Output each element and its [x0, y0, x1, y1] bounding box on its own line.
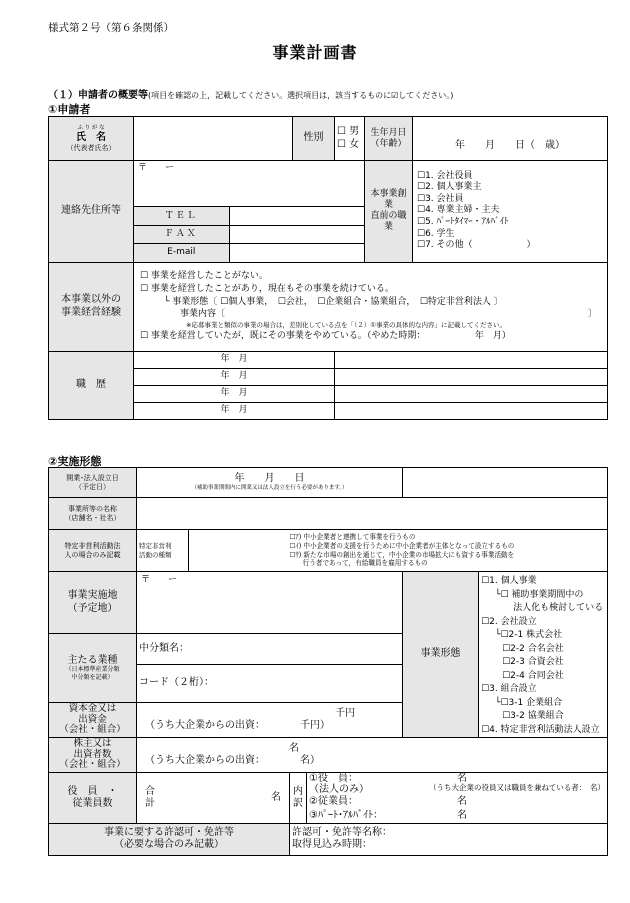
capital-label	[49, 703, 137, 738]
prev-job-option-5[interactable]: ☐5. ﾊﾟｰﾄﾀｲﾏｰ・ｱﾙﾊﾞｲﾄ	[417, 217, 509, 227]
gender-male-checkbox[interactable]: ☐ 男	[337, 126, 360, 138]
name-label-cell	[49, 117, 134, 161]
name-field[interactable]	[134, 117, 293, 161]
industry-label	[49, 634, 137, 703]
prev-job-label	[365, 161, 413, 263]
open-date-blank[interactable]	[403, 468, 608, 498]
career-label: 職 歴	[49, 351, 134, 419]
npo-option-a[interactable]: ☐ｱ) 中小企業者と連携して事業を行うもの	[289, 533, 416, 542]
gender-options	[335, 117, 365, 161]
shareholder-label-1: 株主又は	[73, 738, 112, 750]
birth-label: 生年月日	[370, 127, 407, 138]
npo-option-i[interactable]: ☐ｲ) 中小企業者の支援を行うために中小企業者が主体となって設立するもの	[289, 541, 515, 550]
contact-block	[134, 161, 365, 263]
shareholder-field[interactable]	[137, 738, 608, 773]
permit-field[interactable]	[290, 823, 608, 855]
location-label	[49, 572, 137, 634]
business-form-options	[479, 572, 608, 738]
exp-option-none[interactable]: ☐ 事業を経営したことがない。	[140, 270, 268, 281]
prev-job-option-7[interactable]: ☐7. その他（ ）	[417, 240, 536, 251]
other-biz-label-1: 本事業以外の	[61, 294, 121, 306]
open-date-note: （補助事業期間内に開業又は法人設立を行う必要があります。）	[191, 485, 348, 492]
form-option-npo[interactable]: ☐4. 特定非営利活動法人設立	[481, 724, 600, 735]
capital-label-3: （会社・組合）	[59, 724, 126, 736]
exp-business-form[interactable]: └ 事業形態〔 ☐個人事業， ☐会社， ☐企業組合・協業組合， ☐特定非営利法人 〕	[164, 296, 503, 307]
permit-label	[49, 823, 290, 855]
industry-label-1: 主たる業種	[67, 655, 118, 666]
staff-total-label-1: 合	[145, 785, 155, 797]
staff-officer-unit: 名	[457, 773, 467, 784]
exp-content-label[interactable]: 事業内容〔	[180, 309, 226, 320]
birth-sub-label: （年齢）	[370, 138, 407, 149]
prev-job-option-2[interactable]: ☐2. 個人事業主	[417, 182, 482, 193]
industry-mid-field[interactable]: 中分類名：	[137, 634, 403, 665]
exp-content-end: 〕	[587, 309, 597, 320]
tel-field[interactable]	[229, 207, 364, 226]
fax-field[interactable]	[229, 226, 364, 244]
prev-job-label-1: 本事業創業	[370, 189, 407, 211]
fax-label: ＦＡＸ	[134, 226, 229, 244]
contact-sub-table	[134, 206, 364, 262]
career-text-1[interactable]	[335, 351, 608, 368]
exp-option-closed[interactable]: ☐ 事業を経営していたが，既にその事業をやめている。（やめた時期： 年 月）	[140, 331, 511, 342]
industry-label-2: （日本標準産業分類	[65, 666, 120, 673]
gender-female-checkbox[interactable]: ☐ 女	[337, 138, 360, 150]
capital-label-1: 資本金又は	[68, 703, 117, 715]
shareholder-value: 名	[289, 742, 299, 754]
section1-heading-note: (項目を確認の上，記載してください。選択項目は，該当するものに☑してください。)	[148, 91, 454, 100]
form-option-kigyo-kumiai[interactable]: └☐3-1 企業組合	[495, 697, 563, 708]
office-name-label-2: （店舗名・社名）	[64, 513, 121, 522]
staff-total-label-2: 計	[145, 797, 155, 809]
npo-label-2: 人の場合のみ記載	[64, 550, 121, 559]
open-date-label	[49, 468, 137, 498]
staff-officer-sub: （法人のみ）	[309, 784, 369, 795]
staff-breakdown-label	[290, 773, 307, 824]
form-option-kabushiki[interactable]: └☐2-1 株式会社	[495, 630, 563, 640]
capital-label-2: 出資金	[78, 713, 107, 725]
npo-type-label-1: 特定非営利	[139, 542, 172, 551]
name-label: 氏 名	[76, 131, 106, 143]
career-text-3[interactable]	[335, 385, 608, 402]
npo-type-label-2: 活動の種類	[139, 550, 172, 559]
birth-label-cell	[365, 117, 413, 161]
location-label-1: 事業実施地	[67, 590, 118, 602]
capital-big-corp: （うち大企業からの出資： 千円）	[145, 720, 330, 731]
prev-job-label-2: 直前の職業	[370, 211, 407, 233]
exp-content-row	[140, 308, 605, 321]
furigana-label: ふ り が な	[77, 124, 105, 131]
staff-officer-field[interactable]	[307, 773, 608, 796]
prev-job-option-1[interactable]: ☐1. 会社役員	[417, 170, 473, 181]
industry-label-3: 中分類を記載）	[71, 673, 114, 681]
business-form-label: 事業形態	[403, 572, 479, 738]
office-name-label-1: 事業所等の名称	[68, 504, 117, 513]
form-option-company[interactable]: ☐2. 会社設立	[481, 616, 537, 627]
form-number: 様式第２号（第６条関係）	[48, 22, 174, 34]
location-field[interactable]: 〒 ー	[137, 572, 403, 634]
capital-field[interactable]	[137, 703, 403, 738]
section1-heading: （１）申請者の概要等	[48, 90, 148, 101]
shareholder-big-corp: （うち大企業からの出資： 名）	[145, 755, 320, 766]
career-date-1[interactable]: 年 月	[134, 351, 335, 368]
staff-part-field[interactable]	[307, 809, 608, 823]
tel-label: ＴＥＬ	[134, 207, 229, 226]
career-text-4[interactable]	[335, 402, 608, 419]
career-text-2[interactable]	[335, 368, 608, 385]
career-date-3[interactable]: 年 月	[134, 385, 335, 402]
prev-job-option-4[interactable]: ☐4. 専業主婦・主夫	[417, 205, 500, 216]
form-option-godo[interactable]: ☐2-4 合同会社	[502, 670, 564, 681]
other-biz-block	[134, 262, 608, 351]
staff-employee-unit: 名	[457, 796, 467, 807]
open-date-label-1: 開業･法人設立日	[66, 473, 119, 482]
name-sub-label: （代表者氏名）	[66, 143, 116, 152]
other-biz-label-2: 事業経営経験	[61, 306, 121, 318]
staff-breakdown-label-1: 内	[293, 785, 303, 797]
open-date-value: 年 月 日	[234, 472, 305, 484]
staff-part-unit: 名	[457, 810, 467, 821]
career-date-4[interactable]: 年 月	[134, 402, 335, 419]
staff-label-1: 役 員 ・	[67, 785, 118, 797]
section1-heading-row	[48, 86, 453, 101]
staff-total-label	[137, 773, 189, 824]
form-option-kyogyo-kumiai[interactable]: ☐3-2 協業組合	[502, 711, 564, 721]
page-title: 事業計画書	[272, 43, 358, 62]
applicant-table	[48, 116, 608, 420]
prev-job-option-3[interactable]: ☐3. 会社員	[417, 193, 464, 204]
form-option-incorp-plan[interactable]: └☐ 補助事業期間中の	[495, 589, 584, 600]
exp-note: ※応募事業と類似の事業の場合は，差別化している点を「（２）①事業の具体的な内容」に記載してください。	[186, 321, 507, 330]
staff-label-2: 従業員数	[72, 797, 113, 809]
form-option-gomei[interactable]: ☐2-2 合名会社	[502, 643, 564, 654]
form-option-incorp-plan-cont: 法人化も検討している	[513, 603, 604, 613]
other-biz-label	[49, 262, 134, 351]
npo-label-1: 特定非営利活動法	[64, 541, 121, 550]
open-date-label-2: （予定日）	[75, 482, 110, 491]
shareholder-label-3: （会社・組合）	[59, 759, 126, 771]
form-option-goshi[interactable]: ☐2-3 合資会社	[502, 657, 564, 667]
staff-part-label: ③ﾊﾟｰﾄ･ｱﾙﾊﾞｲﾄ：	[309, 809, 383, 821]
staff-employee-field[interactable]	[307, 795, 608, 809]
office-name-label	[49, 498, 137, 530]
permit-time: 取得見込み時期：	[292, 839, 372, 850]
prev-job-options	[413, 161, 608, 263]
prev-job-option-6[interactable]: ☐6. 学生	[417, 228, 455, 239]
email-label: E-mail	[134, 244, 229, 262]
staff-officer-label: ①役 員：	[309, 773, 358, 784]
email-field[interactable]	[229, 244, 364, 262]
implementation-table	[48, 467, 608, 856]
staff-breakdown-label-2: 訳	[293, 797, 303, 809]
location-label-2: （予定地）	[67, 602, 118, 614]
shareholder-label	[49, 738, 137, 773]
contact-label: 連絡先住所等	[49, 161, 134, 263]
permit-label-2: （必要な場合のみ記載）	[114, 839, 224, 850]
form-option-sole[interactable]: ☐1. 個人事業	[481, 576, 537, 586]
implementation-heading: ②実施形態	[48, 455, 102, 468]
staff-officer-note: （うち大企業の役員又は職員を兼ねている者： 名）	[429, 783, 606, 792]
staff-label	[49, 773, 137, 824]
npo-option-u-cont: 行う者であって，有給職員を雇用するもの	[289, 559, 428, 568]
npo-type-field[interactable]	[189, 530, 290, 572]
staff-total-field[interactable]: 名	[189, 773, 290, 824]
npo-type-label	[137, 530, 189, 572]
postal-field[interactable]: 〒 ー	[138, 163, 175, 173]
npo-options	[290, 530, 608, 572]
office-name-field[interactable]	[137, 498, 608, 530]
exp-option-current[interactable]: ☐ 事業を経営したことがあり，現在もその事業を続けている。	[140, 283, 394, 294]
career-date-2[interactable]: 年 月	[134, 368, 335, 385]
applicant-subheading: ①申請者	[48, 103, 91, 116]
gender-label: 性別	[293, 117, 335, 161]
capital-value: 千円	[335, 707, 356, 719]
birth-field[interactable]: 年 月 日（ 歳）	[413, 117, 608, 161]
staff-employee-label: ②従業員：	[309, 795, 358, 807]
npo-option-u[interactable]: ☐ｳ) 新たな市場の創出を通じて，中小企業の市場拡大にも資する事業活動を	[289, 550, 515, 559]
permit-name: 許認可・免許等名称：	[292, 826, 392, 838]
shareholder-label-2: 出資者数	[73, 748, 112, 760]
form-option-union[interactable]: ☐3. 組合設立	[481, 684, 537, 694]
industry-code-field[interactable]: コード（２桁）：	[137, 665, 403, 703]
permit-label-1: 事業に要する許認可・免許等	[104, 826, 234, 838]
open-date-field[interactable]	[137, 468, 403, 498]
npo-label	[49, 530, 137, 572]
